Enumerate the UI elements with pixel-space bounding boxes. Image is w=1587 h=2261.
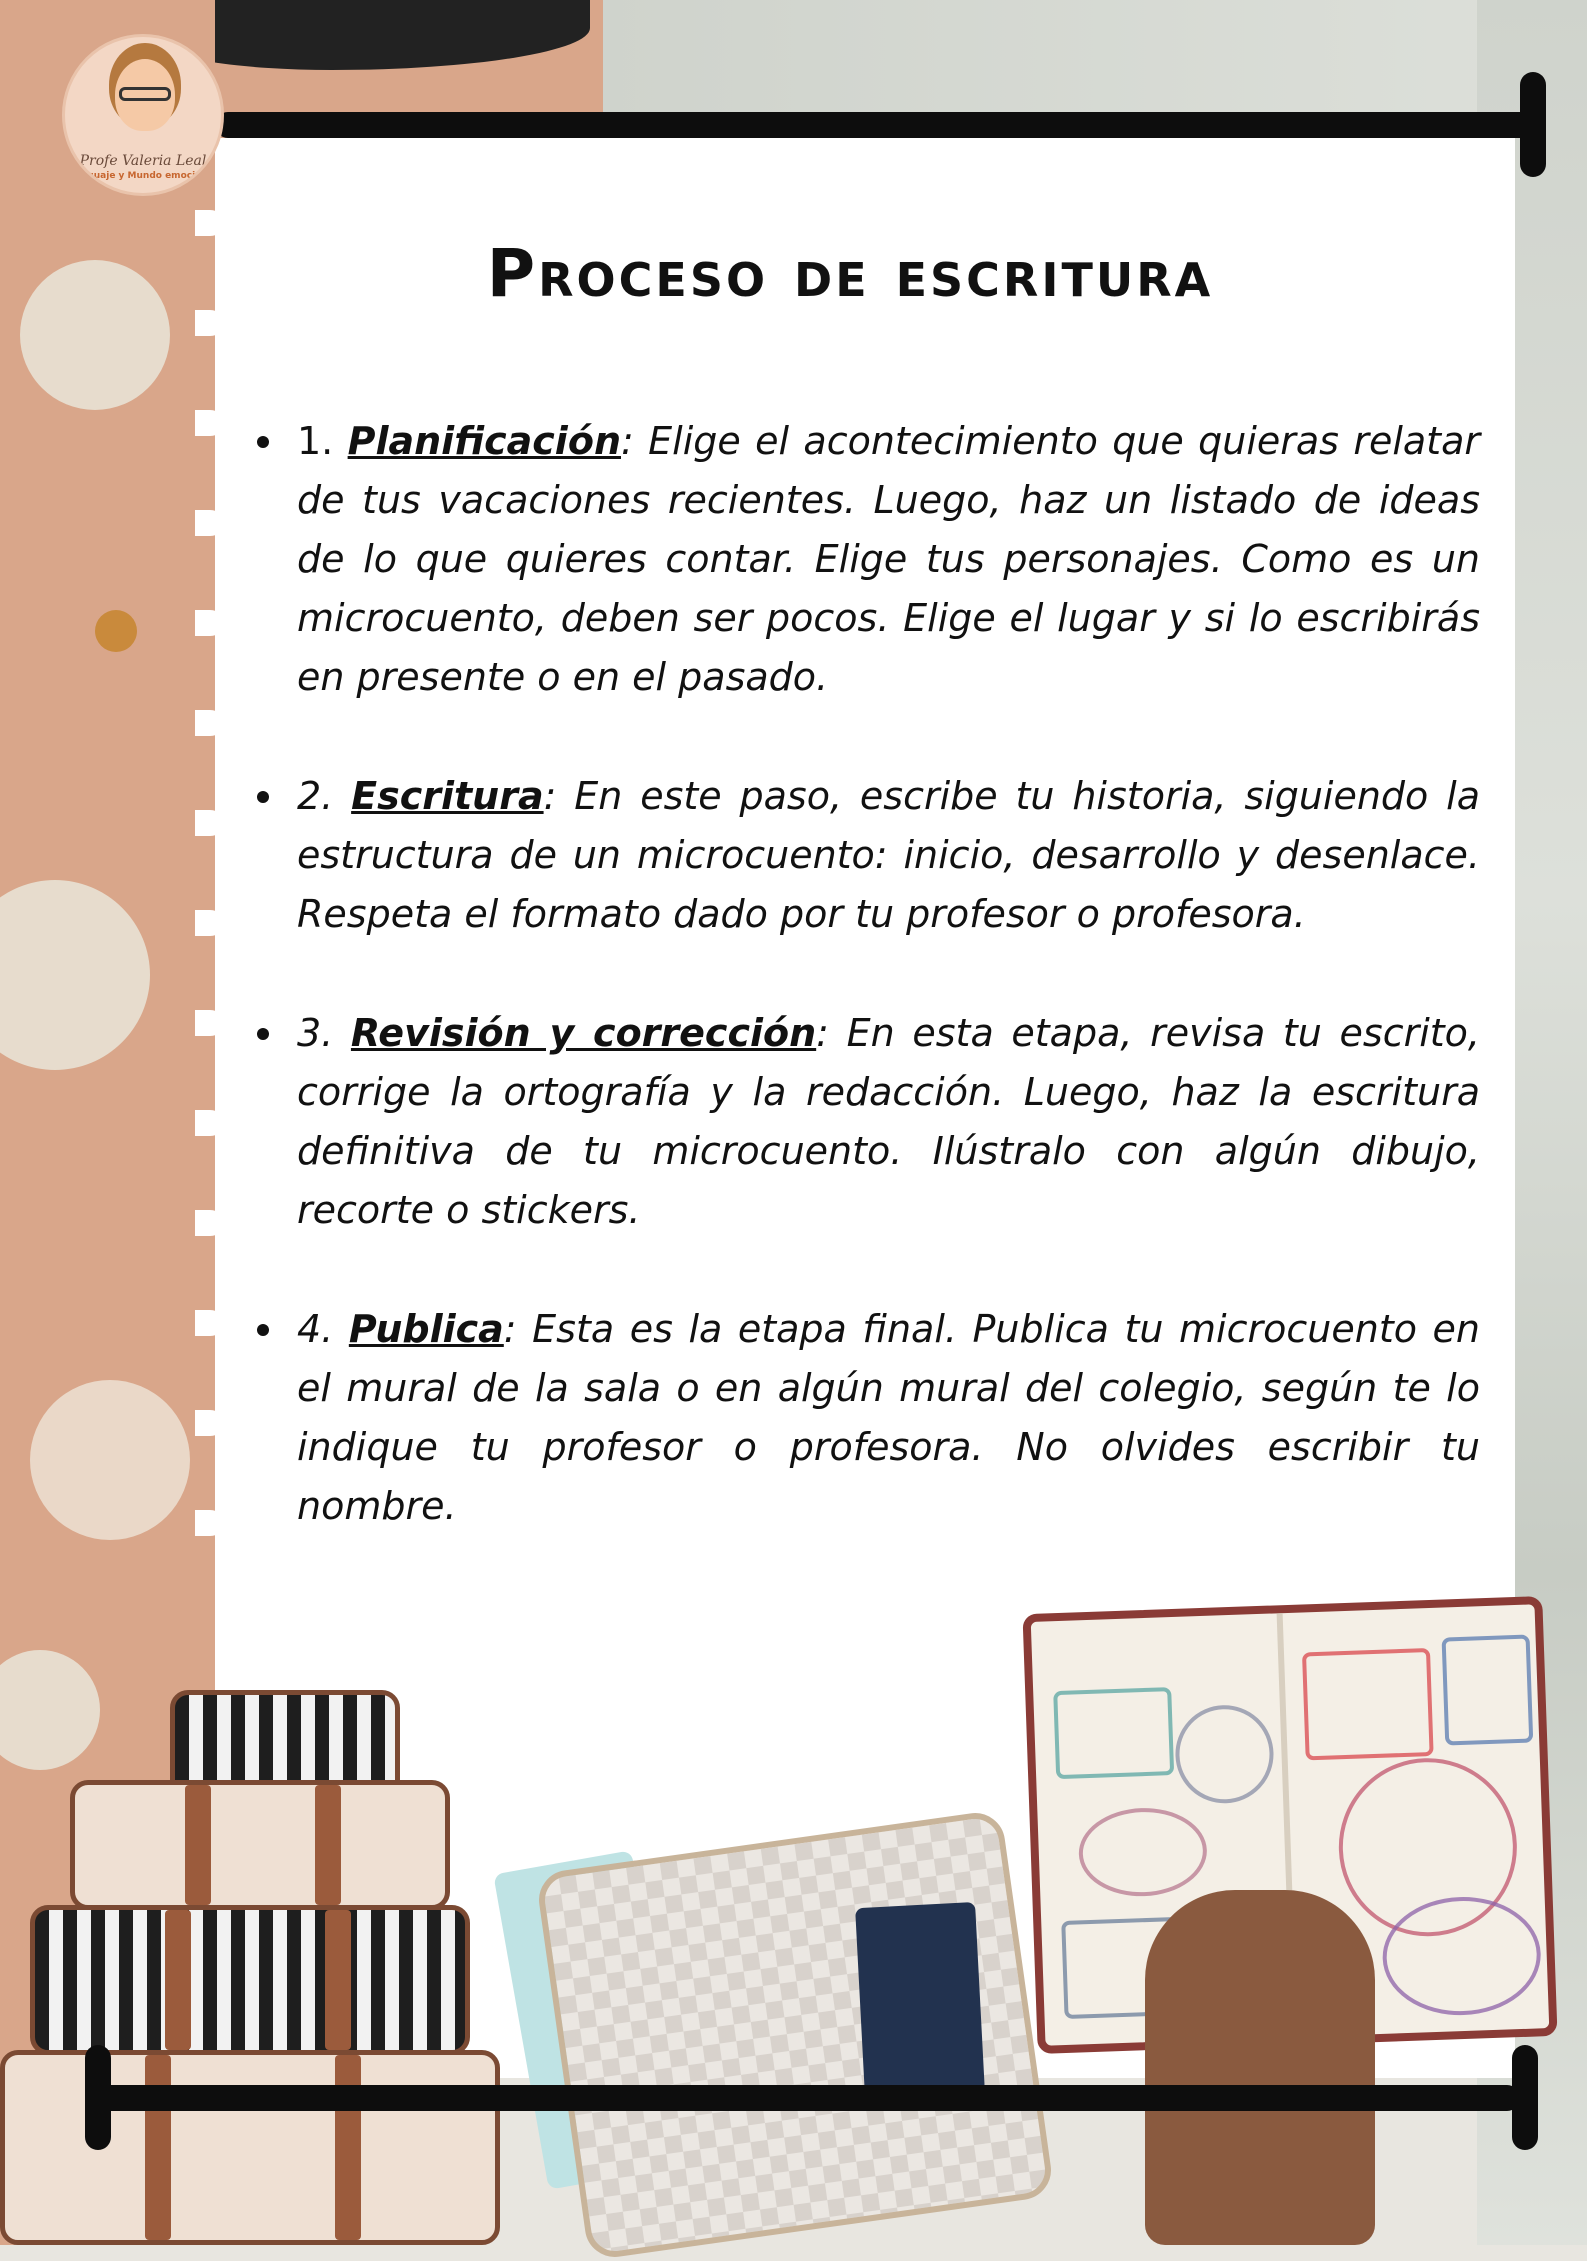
logo-name: Profe Valeria Leal — [79, 153, 207, 169]
bullet-icon — [257, 1028, 269, 1040]
bottom-rod-end-right — [1512, 2045, 1538, 2150]
bottom-rod — [90, 2085, 1520, 2111]
step-name: Escritura — [351, 774, 544, 818]
bullet-icon — [257, 436, 269, 448]
suitcase-icon — [30, 1905, 470, 2055]
logo-subtitle: Lenguaje y Mundo emocional — [69, 171, 217, 181]
step-number: 1. — [297, 419, 348, 463]
step-name: Planificación — [347, 419, 621, 463]
bullet-icon — [257, 791, 269, 803]
hand-icon — [1145, 1890, 1375, 2245]
step-text: : Esta es la etapa final. Publica tu microcuento en el mural de la sala o en algún mural del colegio, según te lo indique tu profesor o profesora. No olvides escribir tu nombre. — [297, 1307, 1480, 1528]
author-logo — [62, 34, 224, 196]
step-number: 2. — [297, 774, 352, 818]
paper-notches — [195, 150, 225, 1650]
glasses-icon — [119, 87, 171, 101]
list-item — [255, 1004, 1480, 1240]
step-text: : Elige el acontecimiento que quieras relatar de tus vacaciones recientes. Luego, haz un listado de ideas de lo que quieres contar. Elige tus personajes. Como es un microcuento, deben ser pocos. Elige el lugar y si lo escribirás en presente o en el pasado. — [297, 419, 1480, 699]
step-text: : En este paso, escribe tu historia, siguiendo la estructura de un microcuento: inicio, desarrollo y desenlace. Respeta el formato dado por tu profesor o profesora. — [297, 774, 1480, 936]
step-number: 3. — [297, 1011, 351, 1055]
passport-icon — [855, 1902, 985, 2098]
step-name: Revisión y corrección — [350, 1011, 817, 1055]
bullet-icon — [257, 1324, 269, 1336]
top-rod-end — [1520, 72, 1546, 177]
step-number: 4. — [297, 1307, 349, 1351]
bottom-rod-end-left — [85, 2045, 111, 2150]
suitcase-icon — [70, 1780, 450, 1910]
suitcase-icon — [0, 2050, 500, 2245]
list-item — [255, 767, 1480, 944]
list-item — [255, 412, 1480, 707]
step-name: Publica — [348, 1307, 504, 1351]
list-item — [255, 1300, 1480, 1536]
step-text: : En esta etapa, revisa tu escrito, corrige la ortografía y la redacción. Luego, haz la escritura definitiva de tu microcuento. Ilústralo con algún dibujo, recorte o stickers. — [297, 1011, 1480, 1232]
page-title: Proceso de escritura — [486, 235, 1214, 312]
writing-steps-list — [255, 412, 1480, 1596]
top-rod — [215, 112, 1540, 138]
